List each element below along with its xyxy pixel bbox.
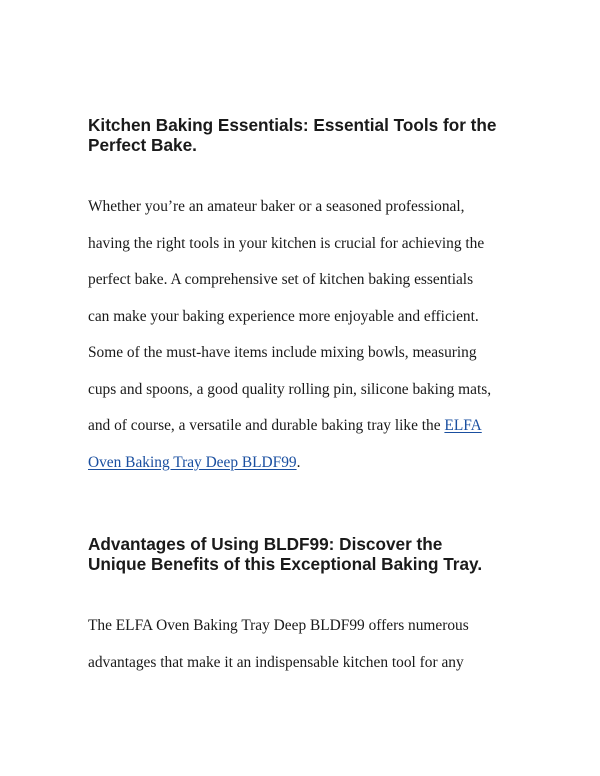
heading-line: Advantages of Using BLDF99: Discover the [88,534,443,554]
paragraph-line: having the right tools in your kitchen is crucial for achieving the [88,234,485,252]
paragraph-line: Whether you’re an amateur baker or a seasoned professional, [88,198,465,215]
paragraph-line: can make your baking experience more enjoyable and efficient. [88,307,479,325]
paragraph-line: The ELFA Oven Baking Tray Deep BLDF99 offers numerous [88,617,469,634]
section-heading-advantages-bldf99 [88,534,518,574]
heading-line: Kitchen Baking Essentials: Essential Tools for the [88,115,497,135]
paragraph-line: Some of the must-have items include mixing bowls, measuring [88,344,477,361]
intro-paragraph [88,189,518,481]
paragraph-punctuation: . [296,453,301,471]
paragraph-text: and of course, a versatile and durable baking tray like the [88,417,445,434]
heading-line: Perfect Bake. [88,135,197,155]
paragraph-line-with-link [88,445,518,482]
paragraph-line-with-link [88,408,518,445]
product-link-elfa-part1[interactable]: ELFA [444,417,482,434]
paragraph-line: perfect bake. A comprehensive set of kitchen baking essentials [88,271,474,288]
product-link-elfa-part2[interactable]: Oven Baking Tray Deep BLDF99 [88,453,297,471]
section-heading-kitchen-baking-essentials [88,115,518,155]
advantages-paragraph [88,608,518,681]
paragraph-line: cups and spoons, a good quality rolling pin, silicone baking mats, [88,380,492,398]
heading-line: Unique Benefits of this Exceptional Baking Tray. [88,554,483,574]
paragraph-line: advantages that make it an indispensable kitchen tool for any [88,653,464,671]
